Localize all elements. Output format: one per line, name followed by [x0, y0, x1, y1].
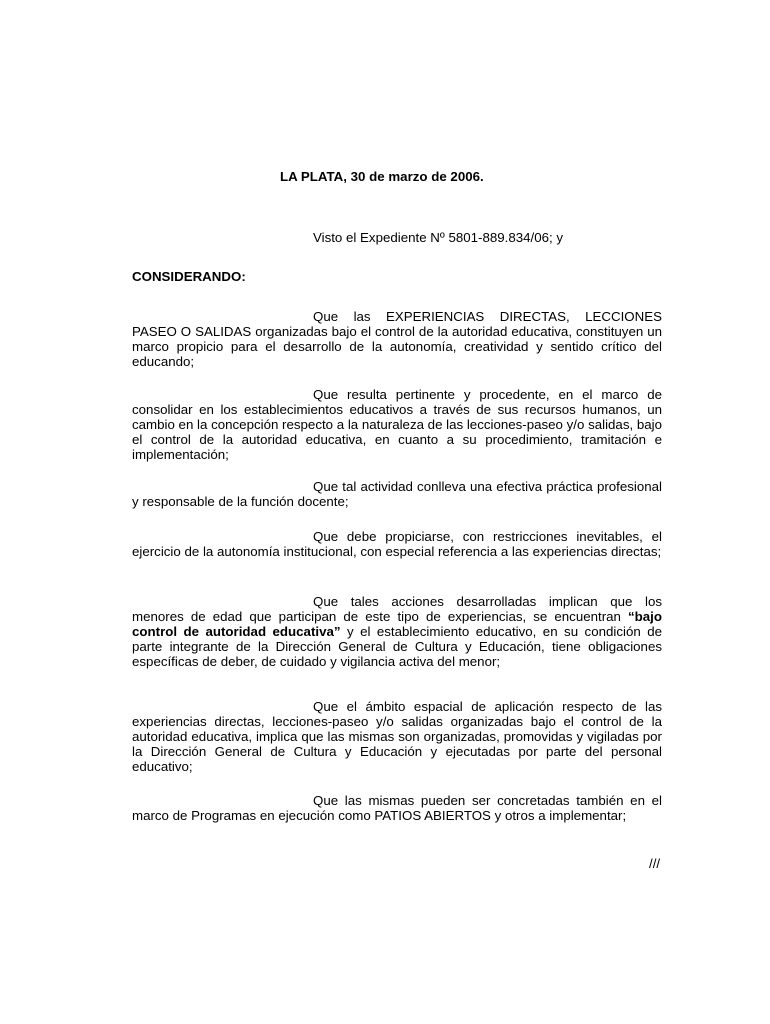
paragraph-acciones-end: y el establecimiento educativo, en su condición de parte integrante de la Dirección General de Cultura y Educación, tiene obligaciones específicas de deber, de cuidado y vigilancia activa del menor; [132, 624, 662, 669]
paragraph-programas: Que las mismas pueden ser concretadas también en el marco de Programas en ejecución como PATIOS ABIERTOS y otros a implementar; [132, 793, 662, 823]
paragraph-autonomia: Que debe propiciarse, con restricciones inevitables, el ejercicio de la autonomía institucional, con especial referencia a las experiencias directas; [132, 529, 662, 559]
visto-line: Visto el Expediente Nº 5801-889.834/06; y [313, 230, 564, 245]
paragraph-ambito: Que el ámbito espacial de aplicación respecto de las experiencias directas, lecciones-paseo y/o salidas organizadas bajo el control de la autoridad educativa, implica que las mismas son organizadas, promovidas y vigiladas por la Dirección General de Cultura y Educación y ejecutadas por parte del personal educativo; [132, 699, 662, 774]
paragraph-pertinente: Que resulta pertinente y procedente, en el marco de consolidar en los establecimientos educativos a través de sus recursos humanos, un cambio en la concepción respecto a la naturaleza de las lecciones-paseo y/o salidas, bajo el control de la autoridad educativa, en cuanto a su procedimiento, tramitación e implementación; [132, 387, 662, 462]
date-line: LA PLATA, 30 de marzo de 2006. [280, 169, 484, 184]
paragraph-acciones-start: Que tales acciones desarrolladas implican que los menores de edad que participan de este tipo de experiencias, se encuentran [132, 594, 662, 624]
considerando-heading: CONSIDERANDO: [132, 269, 246, 284]
continuation-mark: /// [649, 856, 661, 871]
paragraph-actividad: Que tal actividad conlleva una efectiva práctica profesional y responsable de la función docente; [132, 479, 662, 509]
paragraph-acciones [132, 594, 662, 669]
paragraph-experiencias: Que las EXPERIENCIAS DIRECTAS, LECCIONES PASEO O SALIDAS organizadas bajo el control de la autoridad educativa, constituyen un marco propicio para el desarrollo de la autonomía, creatividad y sentido crítico del educando; [132, 309, 662, 369]
paragraph-acciones-bold: “bajo control de autoridad educativa” [132, 609, 662, 639]
